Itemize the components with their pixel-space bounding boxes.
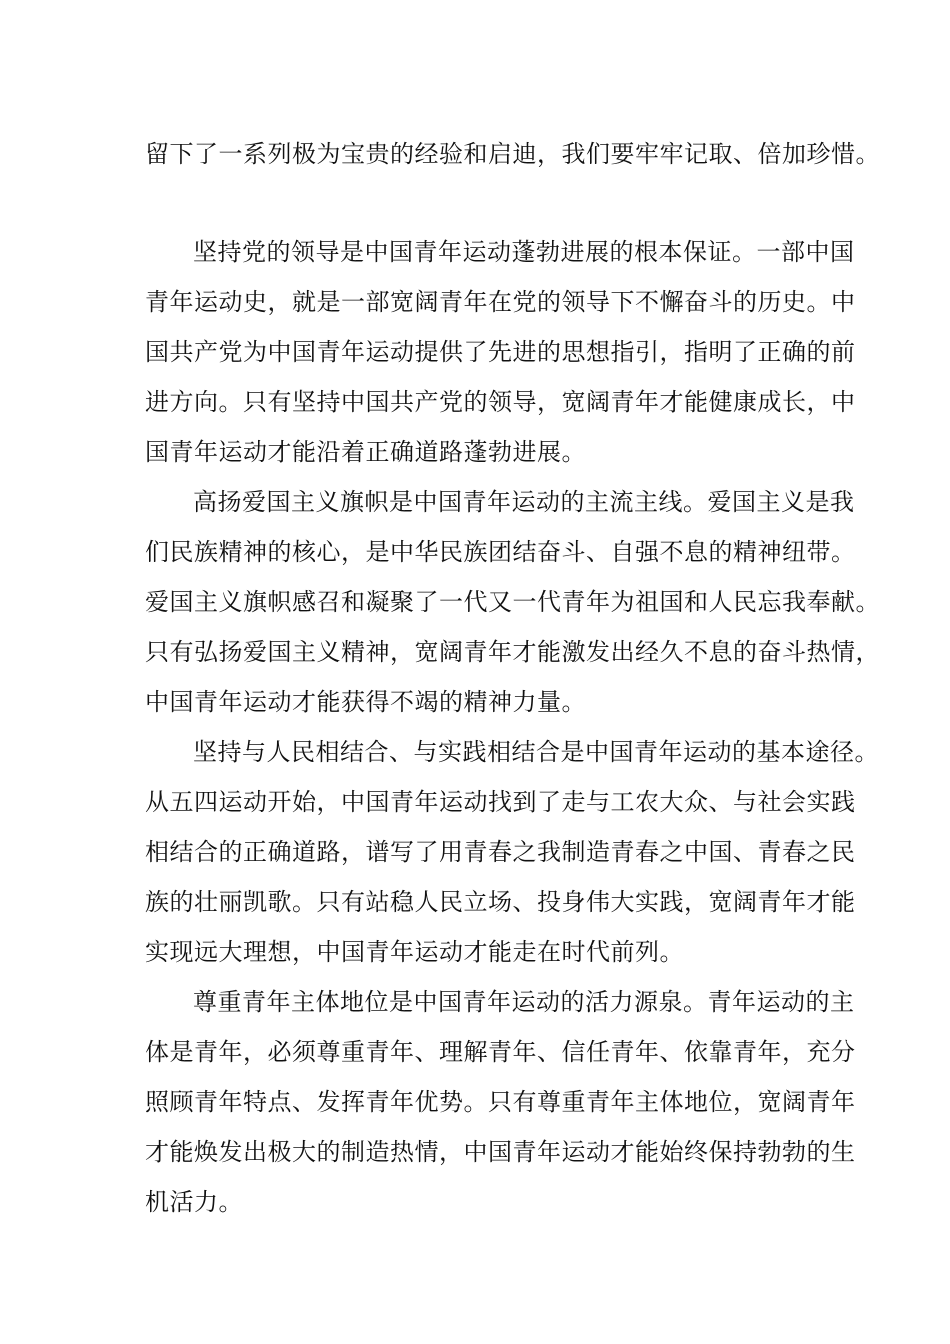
text-line: 机活力。	[145, 1188, 243, 1216]
text-line: 族的壮丽凯歌。只有站稳人民立场、投身伟大实践，宽阔青年才能	[145, 888, 856, 916]
text-line: 从五四运动开始，中国青年运动找到了走与工农大众、与社会实践	[145, 788, 856, 816]
text-line: 照顾青年特点、发挥青年优势。只有尊重青年主体地位，宽阔青年	[145, 1088, 856, 1116]
text-line: 们民族精神的核心，是中华民族团结奋斗、自强不息的精神纽带。	[145, 538, 856, 566]
paragraph-first-line: 尊重青年主体地位是中国青年运动的活力源泉。青年运动的主	[193, 988, 855, 1016]
text-line: 只有弘扬爱国主义精神，宽阔青年才能激发出经久不息的奋斗热情，	[145, 638, 880, 666]
paragraph-first-line: 坚持与人民相结合、与实践相结合是中国青年运动的基本途径。	[193, 738, 879, 766]
paragraph-first-line: 坚持党的领导是中国青年运动蓬勃进展的根本保证。一部中国	[193, 238, 855, 266]
text-line: 留下了一系列极为宝贵的经验和启迪，我们要牢牢记取、倍加珍惜。	[145, 140, 880, 168]
text-line: 才能焕发出极大的制造热情，中国青年运动才能始终保持勃勃的生	[145, 1138, 856, 1166]
text-line: 青年运动史，就是一部宽阔青年在党的领导下不懈奋斗的历史。中	[145, 288, 856, 316]
text-line: 国共产党为中国青年运动提供了先进的思想指引，指明了正确的前	[145, 338, 856, 366]
text-line: 实现远大理想，中国青年运动才能走在时代前列。	[145, 938, 684, 966]
text-line: 爱国主义旗帜感召和凝聚了一代又一代青年为祖国和人民忘我奉献。	[145, 588, 880, 616]
text-line: 进方向。只有坚持中国共产党的领导，宽阔青年才能健康成长，中	[145, 388, 856, 416]
text-line: 体是青年，必须尊重青年、理解青年、信任青年、依靠青年，充分	[145, 1038, 856, 1066]
paragraph-first-line: 高扬爱国主义旗帜是中国青年运动的主流主线。爱国主义是我	[193, 488, 855, 516]
text-line: 相结合的正确道路，谱写了用青春之我制造青春之中国、青春之民	[145, 838, 856, 866]
text-line: 国青年运动才能沿着正确道路蓬勃进展。	[145, 438, 586, 466]
text-line: 中国青年运动才能获得不竭的精神力量。	[145, 688, 586, 716]
